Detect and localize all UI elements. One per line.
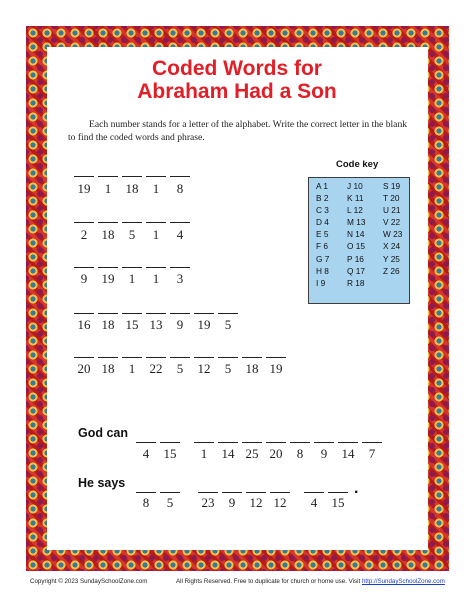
code-number: 5 [224, 317, 232, 332]
code-number: 20 [77, 361, 91, 376]
footer-link[interactable]: http://SundaySchoolZone.com [361, 578, 445, 585]
answer-blank[interactable] [246, 492, 266, 493]
code-key-entry [383, 278, 413, 290]
answer-blank[interactable] [222, 492, 242, 493]
footer-copyright: Copyright © 2023 SundaySchoolZone.com [30, 578, 148, 585]
answer-blank[interactable] [74, 357, 94, 358]
answer-blank[interactable] [218, 357, 238, 358]
code-number: 1 [152, 181, 160, 196]
code-number: 15 [163, 446, 177, 461]
code-number: 5 [166, 495, 174, 510]
answer-blank[interactable] [122, 357, 142, 358]
code-key-table [308, 177, 410, 304]
footer-rights [176, 578, 445, 585]
answer-blank[interactable] [98, 222, 118, 223]
code-number: 4 [176, 227, 184, 242]
code-key-entry: I 9 [316, 277, 326, 288]
answer-blank[interactable] [98, 357, 118, 358]
code-key-entry: R 18 [347, 277, 365, 288]
answer-blank[interactable] [170, 357, 190, 358]
answer-blank[interactable] [266, 357, 286, 358]
code-number: 8 [176, 181, 184, 196]
code-number: 14 [221, 446, 235, 461]
code-number: 15 [125, 317, 139, 332]
code-number: 1 [200, 446, 208, 461]
code-number: 5 [128, 227, 136, 242]
code-number: 12 [197, 361, 211, 376]
answer-blank[interactable] [328, 492, 348, 493]
code-number: 1 [128, 361, 136, 376]
code-number: 1 [128, 271, 136, 286]
code-key-entry: H 8 [316, 265, 329, 276]
code-number: 1 [104, 181, 112, 196]
code-number: 15 [331, 495, 345, 510]
answer-blank[interactable] [170, 176, 190, 177]
answer-blank[interactable] [170, 313, 190, 314]
code-key-entry: P 16 [347, 253, 364, 264]
code-number: 9 [228, 495, 236, 510]
answer-blank[interactable] [314, 442, 334, 443]
code-number: 16 [77, 317, 91, 332]
answer-blank[interactable] [160, 442, 180, 443]
phrase2-label: He says [78, 476, 126, 490]
code-number: 8 [296, 446, 304, 461]
answer-blank[interactable] [98, 267, 118, 268]
answer-blank[interactable] [160, 492, 180, 493]
answer-blank[interactable] [194, 357, 214, 358]
code-number: 22 [149, 361, 163, 376]
code-key-entry: F 6 [316, 241, 328, 252]
answer-blank[interactable] [198, 492, 218, 493]
answer-blank[interactable] [170, 222, 190, 223]
code-number: 18 [101, 227, 115, 242]
code-number: 5 [224, 361, 232, 376]
code-number: 18 [101, 317, 115, 332]
code-key-entry: Q 17 [347, 265, 365, 276]
code-key-entry: Z 26 [383, 265, 400, 276]
code-key-entry: D 4 [316, 217, 329, 228]
code-key-entry: C 3 [316, 205, 329, 216]
answer-blank[interactable] [266, 442, 286, 443]
code-number: 1 [152, 271, 160, 286]
code-number: 7 [368, 446, 376, 461]
code-number: 25 [245, 446, 259, 461]
answer-blank[interactable] [74, 176, 94, 177]
answer-blank[interactable] [242, 357, 262, 358]
answer-blank[interactable] [194, 442, 214, 443]
answer-blank[interactable] [74, 222, 94, 223]
phrase1-label: God can [78, 426, 129, 440]
answer-blank[interactable] [304, 492, 324, 493]
code-key-entry: K 11 [347, 193, 364, 204]
code-number: 19 [77, 181, 91, 196]
answer-blank[interactable] [218, 442, 238, 443]
title-line-2: Abraham Had a Son [137, 80, 337, 103]
answer-blank[interactable] [74, 313, 94, 314]
code-key-entry: V 22 [383, 217, 401, 228]
code-key-entry: Y 25 [383, 253, 400, 264]
code-number: 12 [249, 495, 263, 510]
answer-blank[interactable] [170, 267, 190, 268]
answer-blank[interactable] [146, 313, 166, 314]
answer-blank[interactable] [362, 442, 382, 443]
answer-blank[interactable] [338, 442, 358, 443]
code-number: 3 [176, 271, 184, 286]
code-number: 14 [341, 446, 355, 461]
footer-rights-text: All Rights Reserved. Free to duplicate for church or home use. Visit [176, 578, 361, 585]
answer-blank[interactable] [290, 442, 310, 443]
answer-blank[interactable] [146, 222, 166, 223]
title-line-1: Coded Words for [152, 57, 322, 80]
code-key-entry: O 15 [347, 241, 365, 252]
answer-blank[interactable] [146, 267, 166, 268]
answer-blank[interactable] [136, 492, 156, 493]
code-key-entry: J 10 [347, 181, 363, 191]
code-key-entry: S 19 [383, 181, 401, 191]
code-key-entry: L 12 [347, 205, 363, 216]
code-number: 20 [269, 446, 283, 461]
code-key-entry: E 5 [316, 229, 329, 240]
code-number: 2 [80, 227, 88, 242]
phrase-end-period: . [354, 480, 359, 497]
code-number: 19 [269, 361, 283, 376]
answer-blank[interactable] [242, 442, 262, 443]
code-number: 12 [273, 495, 287, 510]
answer-blank[interactable] [146, 176, 166, 177]
code-key-entry: X 24 [383, 241, 401, 252]
code-number: 18 [101, 361, 115, 376]
answer-blank[interactable] [74, 267, 94, 268]
code-number: 5 [176, 361, 184, 376]
code-key-entry: U 21 [383, 205, 401, 216]
code-number: 19 [101, 271, 115, 286]
answer-blank[interactable] [270, 492, 290, 493]
code-key-entry: M 13 [347, 217, 366, 228]
answer-blank[interactable] [146, 357, 166, 358]
code-number: 18 [245, 361, 259, 376]
code-number: 9 [320, 446, 328, 461]
code-number: 9 [176, 317, 184, 332]
answer-blank[interactable] [136, 442, 156, 443]
answer-blank[interactable] [122, 267, 142, 268]
answer-blank[interactable] [218, 313, 238, 314]
instructions: Each number stands for a letter of the alphabet. Write the correct letter in the blank to find the coded words and phrase. [68, 119, 408, 143]
code-number: 23 [201, 495, 215, 510]
answer-blank[interactable] [122, 222, 142, 223]
code-number: 19 [197, 317, 211, 332]
answer-blank[interactable] [98, 313, 118, 314]
code-key-entry: T 20 [383, 193, 400, 204]
answer-blank[interactable] [194, 313, 214, 314]
code-key-title: Code key [336, 159, 379, 170]
code-key-entry: G 7 [316, 253, 330, 264]
code-key-entry: W 23 [383, 229, 403, 240]
code-number: 8 [142, 495, 150, 510]
answer-blank[interactable] [122, 176, 142, 177]
answer-blank[interactable] [122, 313, 142, 314]
code-number: 13 [149, 317, 163, 332]
code-key-entry: B 2 [316, 193, 329, 204]
code-key-entry: N 14 [347, 229, 365, 240]
code-number: 4 [310, 495, 318, 510]
code-number: 18 [125, 181, 139, 196]
code-number: 9 [80, 271, 88, 286]
code-key-entry: A 1 [316, 181, 328, 191]
code-number: 1 [152, 227, 160, 242]
code-number: 4 [142, 446, 150, 461]
answer-blank[interactable] [98, 176, 118, 177]
